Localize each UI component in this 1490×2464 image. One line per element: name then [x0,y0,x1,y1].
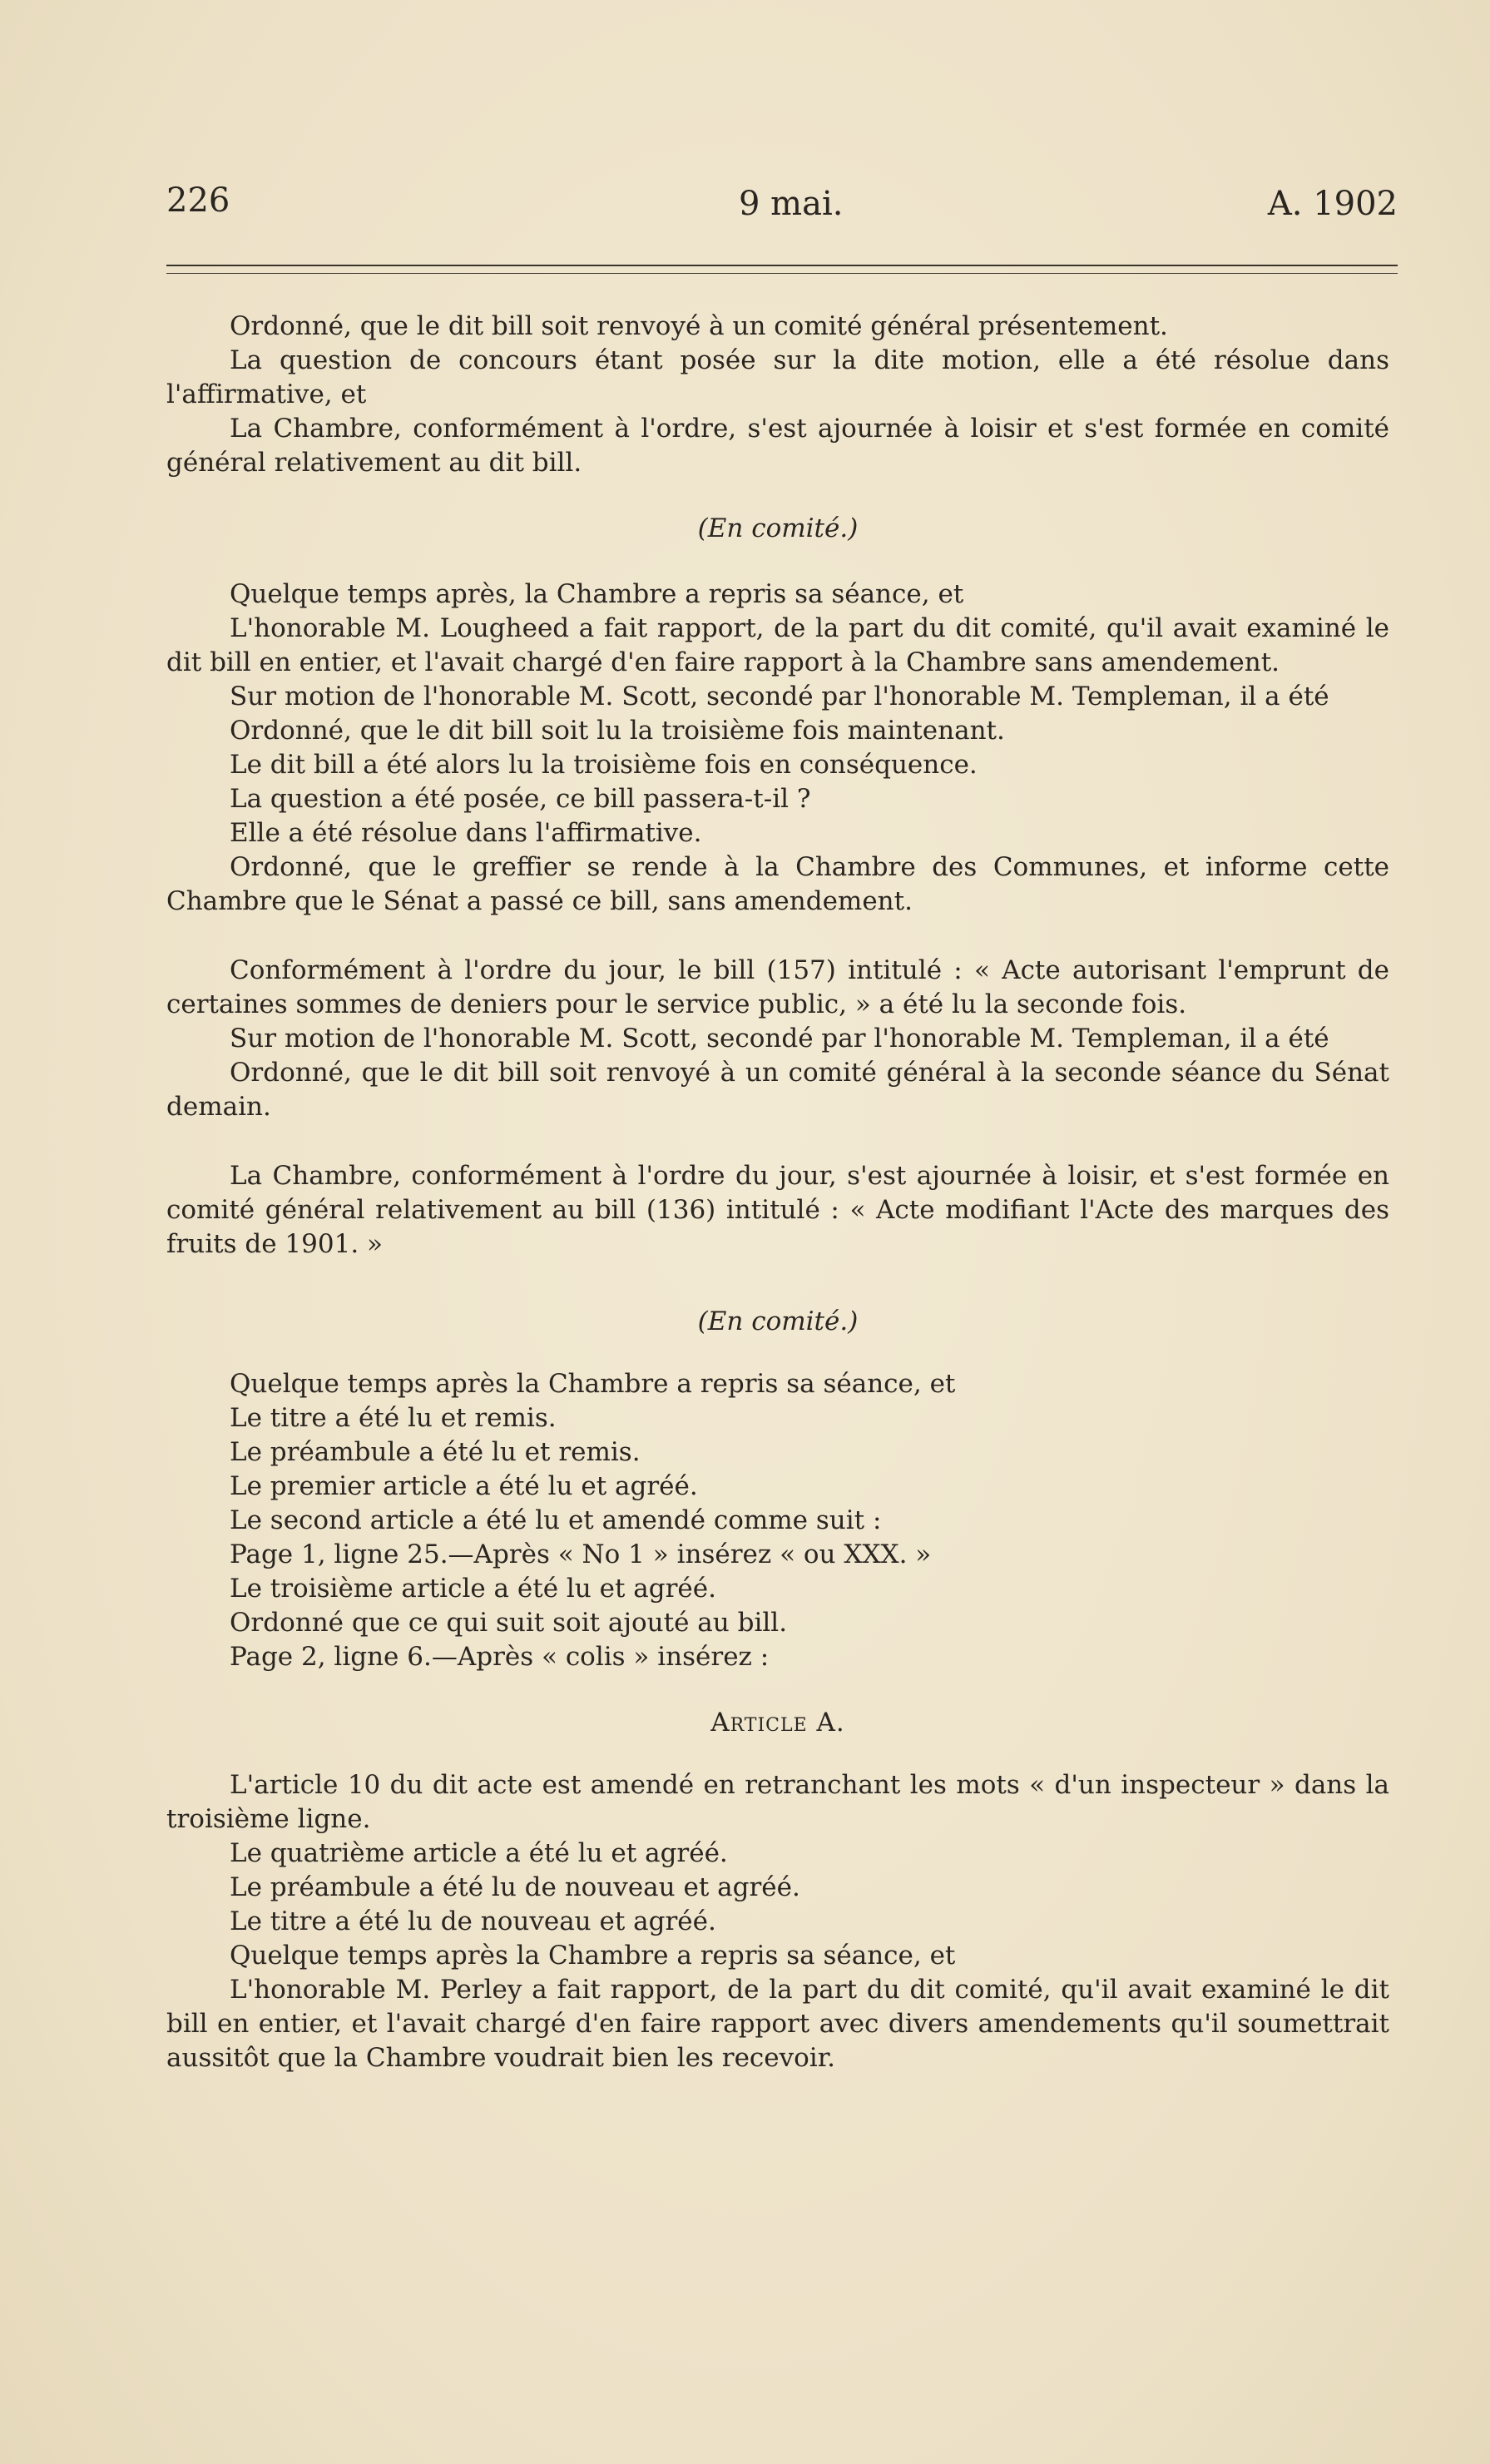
paragraph: Quelque temps après la Chambre a repris sa séance, et [230,1941,956,1971]
paragraph: La question de concours étant posée sur la dite motion, elle a été résolue dans l'affirmative, et [166,345,1389,409]
paragraph: Quelque temps après la Chambre a repris sa séance, et [230,1369,956,1399]
paragraph: La Chambre, conformément à l'ordre du jour, s'est ajournée à loisir, et s'est formée en comité général relativement au bill (136) intitulé : « Acte modifiant l'Acte des marques des fruits de 1901. » [166,1161,1389,1259]
paragraph: Sur motion de l'honorable M. Scott, secondé par l'honorable M. Templeman, il a été [230,682,1329,711]
page-number: 226 [166,181,230,220]
paragraph: La Chambre, conformément à l'ordre, s'est ajournée à loisir et s'est formée en comité général relativement au dit bill. [166,414,1389,478]
paragraph: Ordonné que ce qui suit soit ajouté au bill. [230,1608,788,1638]
article-heading: Article A. [710,1708,845,1738]
paragraph: L'honorable M. Perley a fait rapport, de la part du dit comité, qu'il avait examiné le dit bill en entier, et l'avait chargé d'en faire rapport avec divers amendements qu'il soumettrait aussitôt que la Chambre voudrait bien les recevoir. [166,1975,1389,2073]
paragraph: Le dit bill a été alors lu la troisième fois en conséquence. [230,750,978,780]
paragraph: Page 1, ligne 25.—Après « No 1 » insérez « ou XXX. » [230,1539,932,1569]
paragraph: Le titre a été lu de nouveau et agréé. [230,1906,716,1936]
paragraph: Ordonné, que le dit bill soit renvoyé à un comité général à la seconde séance du Sénat demain. [166,1058,1389,1122]
section-label: (En comité.) [697,1306,859,1336]
section-label: (En comité.) [697,513,859,543]
paragraph: Page 2, ligne 6.—Après « colis » insérez : [230,1642,770,1672]
paragraph: Le titre a été lu et remis. [230,1403,557,1433]
header-year: A. 1902 [1267,185,1398,223]
paragraph: Conformément à l'ordre du jour, le bill (157) intitulé : « Acte autorisant l'emprunt de certaines sommes de deniers pour le service public, » a été lu la seconde fois. [166,955,1389,1019]
page-header [166,181,1398,231]
paragraph: La question a été posée, ce bill passera-t-il ? [230,784,811,814]
paragraph: Sur motion de l'honorable M. Scott, secondé par l'honorable M. Templeman, il a été [230,1024,1329,1054]
paragraph: Le préambule a été lu et remis. [230,1437,641,1467]
paragraph: Ordonné, que le greffier se rende à la Chambre des Communes, et informe cette Chambre que le Sénat a passé ce bill, sans amendement. [166,852,1389,916]
paragraph: Le troisième article a été lu et agréé. [230,1574,716,1604]
paragraph: Quelque temps après, la Chambre a repris sa séance, et [230,579,964,609]
paragraph: Elle a été résolue dans l'affirmative. [230,818,702,848]
paragraph: Le quatrième article a été lu et agréé. [230,1838,728,1868]
paragraph: Le premier article a été lu et agréé. [230,1471,698,1501]
header-date: 9 mai. [739,185,844,223]
paragraph: Le second article a été lu et amendé comme suit : [230,1505,882,1535]
paragraph: Ordonné, que le dit bill soit renvoyé à un comité général présentement. [230,311,1168,341]
paragraph: Le préambule a été lu de nouveau et agréé. [230,1872,800,1902]
paragraph: L'honorable M. Lougheed a fait rapport, de la part du dit comité, qu'il avait examiné le dit bill en entier, et l'avait chargé d'en faire rapport à la Chambre sans amendement. [166,613,1389,677]
paragraph: L'article 10 du dit acte est amendé en retranchant les mots « d'un inspecteur » dans la troisième ligne. [166,1770,1389,1834]
page-body [166,310,1389,2075]
header-rule [166,265,1398,274]
paragraph: Ordonné, que le dit bill soit lu la troisième fois maintenant. [230,716,1005,746]
